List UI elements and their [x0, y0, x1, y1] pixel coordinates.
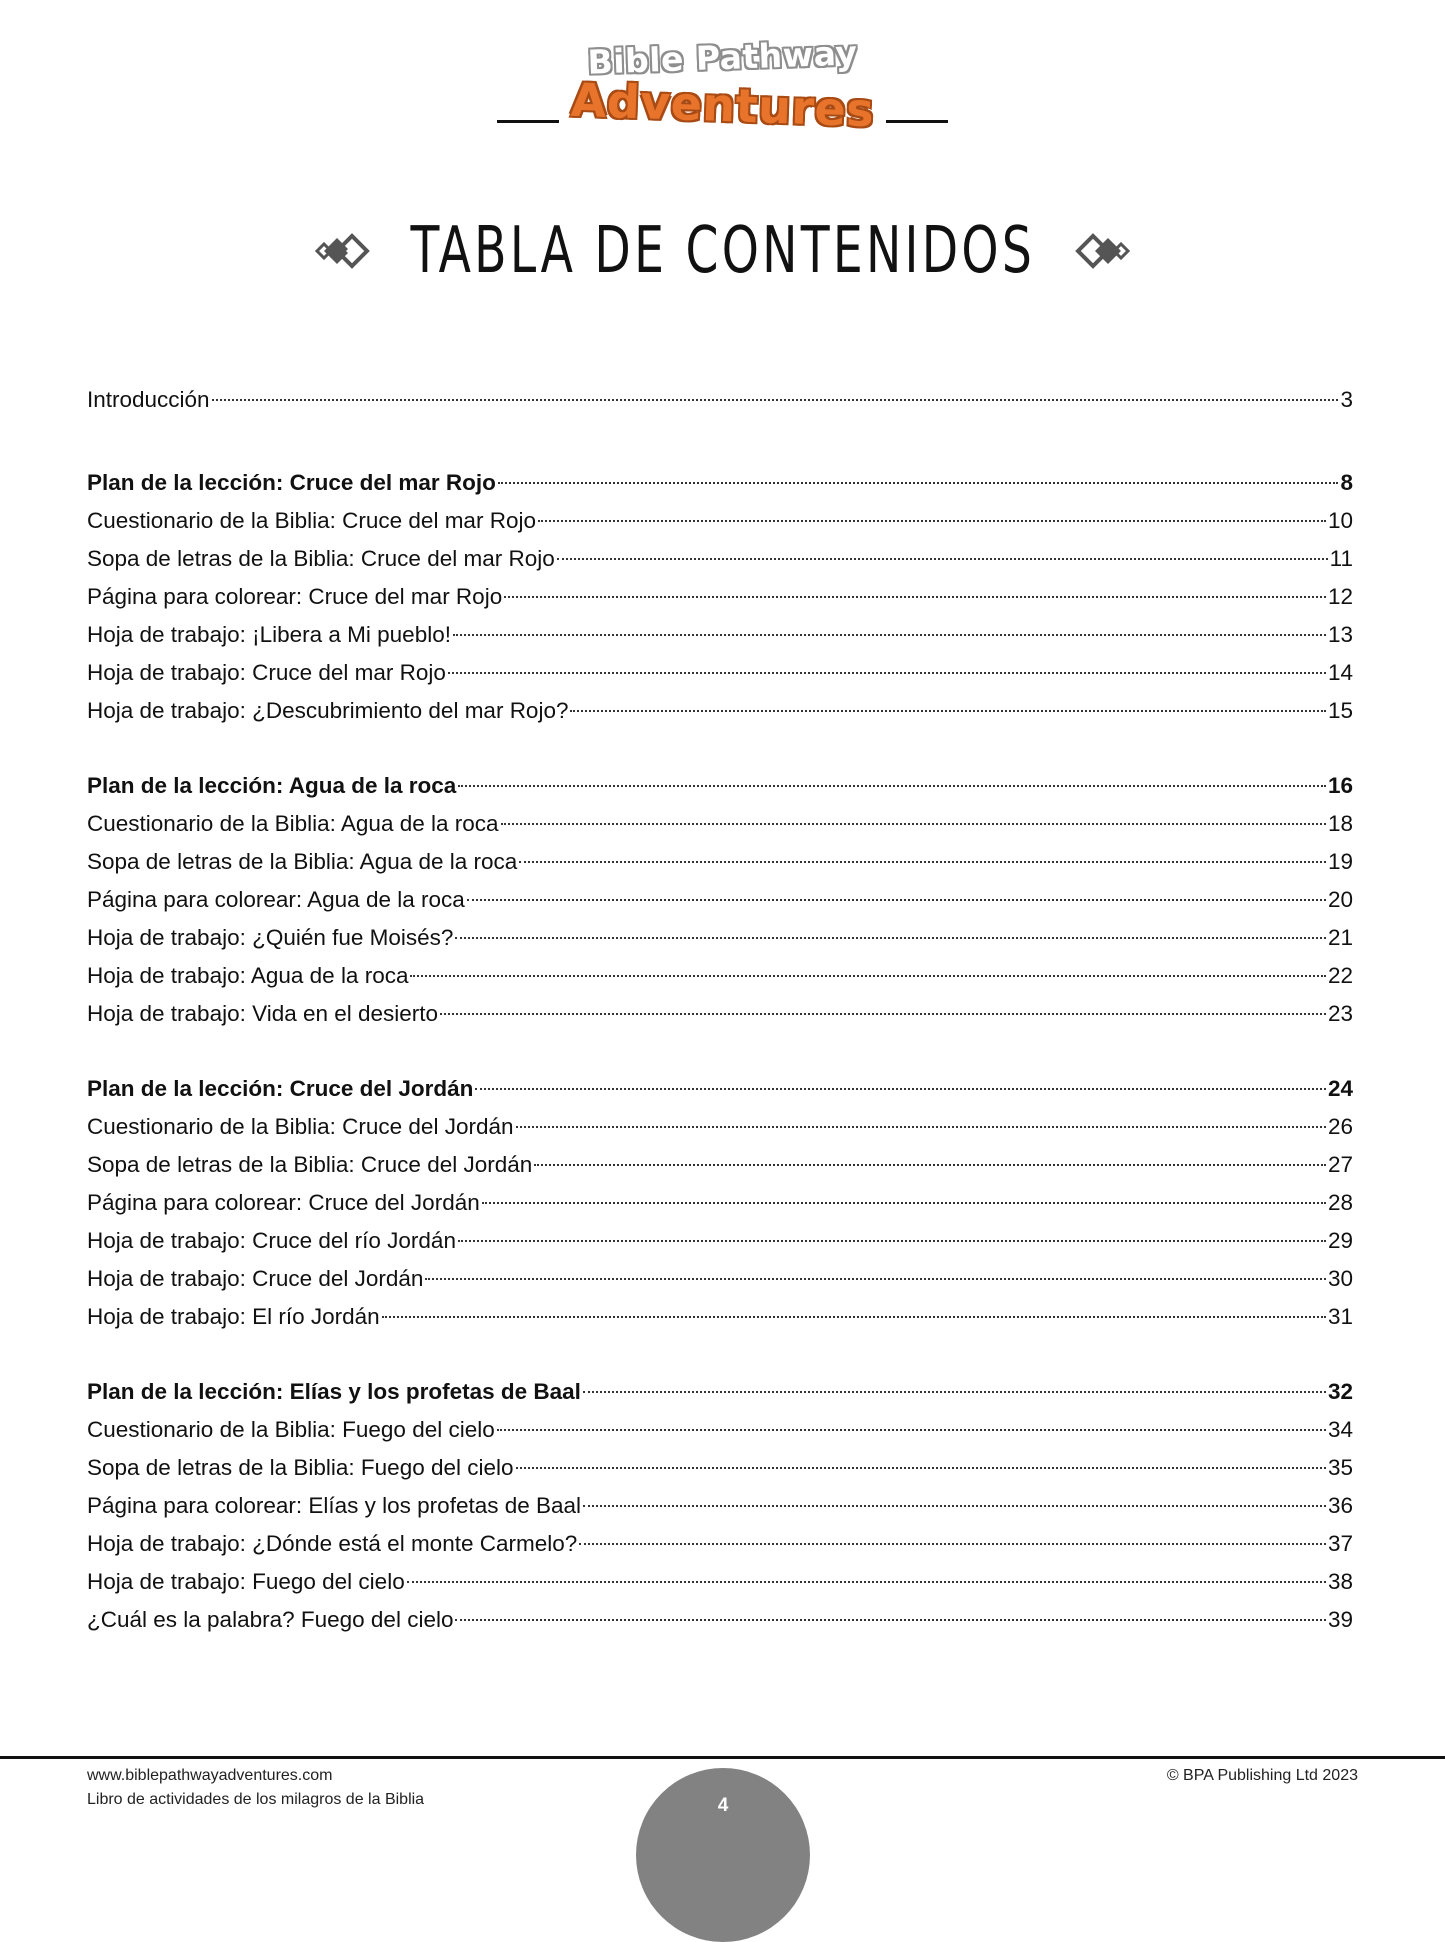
toc-entry-label: Sopa de letras de la Biblia: Fuego del cielo: [87, 1455, 514, 1480]
footer-left: [87, 1764, 424, 1812]
toc-row[interactable]: [87, 995, 1353, 1033]
toc-entry-page: 20: [1327, 887, 1353, 912]
toc-entry-label: Sopa de letras de la Biblia: Cruce del mar Rojo: [87, 546, 555, 571]
toc-entry-label: Hoja de trabajo: Vida en el desierto: [87, 1001, 439, 1026]
toc-entry-label: Introducción: [87, 387, 210, 412]
footer-book-title: Libro de actividades de los milagros de la Biblia: [87, 1791, 425, 1808]
footer-website[interactable]: www.biblepathwayadventures.com: [87, 1767, 333, 1784]
dot-leader: [570, 710, 1325, 712]
toc-row[interactable]: [87, 1487, 1353, 1525]
toc-row[interactable]: [87, 1222, 1353, 1260]
toc-section-heading[interactable]: [87, 1373, 1353, 1411]
toc-row[interactable]: [87, 654, 1353, 692]
diamond-ornament-left-icon: [311, 231, 377, 271]
toc-entry-label: Hoja de trabajo: ¿Quién fue Moisés?: [87, 925, 454, 950]
toc-entry-page: 37: [1327, 1531, 1353, 1556]
toc-entry-label: Sopa de letras de la Biblia: Agua de la roca: [87, 849, 518, 874]
dot-leader: [534, 1164, 1326, 1166]
toc-entry-label: Hoja de trabajo: Fuego del cielo: [87, 1569, 405, 1594]
title-block: [0, 214, 1445, 294]
toc-entry-page: 26: [1327, 1114, 1353, 1139]
dot-leader: [504, 596, 1326, 598]
toc-entry-page: 10: [1327, 508, 1353, 533]
toc-entry-page: 18: [1327, 811, 1353, 836]
diamond-ornament-right-icon: [1068, 231, 1134, 271]
dot-leader: [440, 1013, 1326, 1015]
toc-entry-page: 14: [1327, 660, 1353, 685]
toc-row[interactable]: [87, 1449, 1353, 1487]
toc-row[interactable]: [87, 1411, 1353, 1449]
toc-row[interactable]: [87, 843, 1353, 881]
footer-copyright: © BPA Publishing Ltd 2023: [1166, 1767, 1358, 1784]
toc-entry-page: 32: [1327, 1379, 1353, 1404]
dot-leader: [453, 634, 1326, 636]
dot-leader: [519, 861, 1326, 863]
toc-entry-label: Hoja de trabajo: Cruce del mar Rojo: [87, 660, 446, 685]
toc-entry-label: Sopa de letras de la Biblia: Cruce del Jordán: [87, 1152, 533, 1177]
toc-entry-label: Cuestionario de la Biblia: Agua de la roca: [87, 811, 499, 836]
dot-leader: [583, 1391, 1326, 1393]
logo-line-1: Bible Pathway: [586, 33, 859, 82]
dot-leader: [501, 823, 1326, 825]
toc-entry-page: 31: [1327, 1304, 1353, 1329]
dot-leader: [557, 558, 1328, 560]
dot-leader: [467, 899, 1326, 901]
dot-leader: [407, 1581, 1326, 1583]
toc-entry-page: 27: [1327, 1152, 1353, 1177]
dot-leader: [382, 1316, 1326, 1318]
toc-row[interactable]: [87, 692, 1353, 730]
toc-row[interactable]: [87, 957, 1353, 995]
toc-row[interactable]: [87, 1108, 1353, 1146]
toc-section-heading[interactable]: [87, 464, 1353, 502]
toc-entry-label: Página para colorear: Agua de la roca: [87, 887, 465, 912]
footer-rule: [0, 1756, 1445, 1759]
dot-leader: [410, 975, 1325, 977]
dot-leader: [516, 1467, 1326, 1469]
toc-entry-label: Plan de la lección: Elías y los profetas de Baal: [87, 1379, 581, 1404]
dot-leader: [455, 937, 1326, 939]
toc-row[interactable]: [87, 616, 1353, 654]
dot-leader: [498, 482, 1339, 484]
toc-row[interactable]: [87, 805, 1353, 843]
toc-entry-page: 8: [1340, 470, 1353, 495]
toc-entry-page: 30: [1327, 1266, 1353, 1291]
dot-leader: [475, 1088, 1326, 1090]
toc-entry-page: 29: [1327, 1228, 1353, 1253]
table-of-contents: [87, 381, 1353, 1639]
toc-entry-page: 12: [1327, 584, 1353, 609]
toc-entry-page: 21: [1327, 925, 1353, 950]
toc-entry-label: Plan de la lección: Cruce del mar Rojo: [87, 470, 496, 495]
toc-entry-page: 19: [1327, 849, 1353, 874]
toc-entry-page: 35: [1327, 1455, 1353, 1480]
toc-entry-page: 22: [1327, 963, 1353, 988]
toc-entry-page: 16: [1327, 773, 1353, 798]
brand-logo: [0, 30, 1445, 140]
dot-leader: [497, 1429, 1326, 1431]
toc-row[interactable]: [87, 919, 1353, 957]
toc-entry-page: 23: [1327, 1001, 1353, 1026]
toc-entry-label: Hoja de trabajo: Cruce del río Jordán: [87, 1228, 456, 1253]
dot-leader: [455, 1619, 1325, 1621]
toc-row[interactable]: [87, 881, 1353, 919]
toc-row[interactable]: [87, 1184, 1353, 1222]
toc-row[interactable]: [87, 578, 1353, 616]
toc-row[interactable]: [87, 540, 1353, 578]
toc-row[interactable]: [87, 1563, 1353, 1601]
dot-leader: [579, 1543, 1326, 1545]
toc-entry-page: 28: [1327, 1190, 1353, 1215]
toc-entry-page: 38: [1327, 1569, 1353, 1594]
toc-entry-page: 3: [1340, 387, 1353, 412]
toc-section-heading[interactable]: [87, 1070, 1353, 1108]
toc-entry-page: 36: [1327, 1493, 1353, 1518]
toc-entry-label: Hoja de trabajo: Cruce del Jordán: [87, 1266, 424, 1291]
dot-leader: [482, 1202, 1326, 1204]
dot-leader: [212, 399, 1339, 401]
toc-row[interactable]: [87, 1260, 1353, 1298]
dot-leader: [516, 1126, 1326, 1128]
toc-entry-label: Página para colorear: Elías y los profetas de Baal: [87, 1493, 582, 1518]
toc-row[interactable]: [87, 1525, 1353, 1563]
toc-section-heading[interactable]: [87, 767, 1353, 805]
toc-entry-label: ¿Cuál es la palabra? Fuego del cielo: [87, 1607, 454, 1632]
toc-entry-page: 11: [1329, 546, 1353, 571]
dot-leader: [583, 1505, 1326, 1507]
toc-entry-label: Hoja de trabajo: ¿Dónde está el monte Carmelo?: [87, 1531, 578, 1556]
toc-row[interactable]: [87, 1146, 1353, 1184]
toc-entry-label: Cuestionario de la Biblia: Cruce del Jordán: [87, 1114, 514, 1139]
toc-entry-label: Página para colorear: Cruce del Jordán: [87, 1190, 480, 1215]
dot-leader: [425, 1278, 1326, 1280]
toc-entry-label: Plan de la lección: Agua de la roca: [87, 773, 457, 798]
toc-entry-page: 34: [1327, 1417, 1353, 1442]
toc-entry-page: 24: [1327, 1076, 1353, 1101]
toc-row[interactable]: [87, 1601, 1353, 1639]
toc-entry-page: 15: [1327, 698, 1353, 723]
dot-leader: [458, 1240, 1326, 1242]
dot-leader: [448, 672, 1326, 674]
toc-entry-label: Hoja de trabajo: Agua de la roca: [87, 963, 409, 988]
toc-entry-page: 13: [1327, 622, 1353, 647]
page-number: 4: [717, 1795, 729, 1816]
dot-leader: [538, 520, 1326, 522]
dot-leader: [458, 785, 1326, 787]
page-title: TABLA DE CONTENIDOS: [410, 214, 1035, 288]
toc-row-intro[interactable]: [87, 381, 1353, 419]
toc-entry-label: Página para colorear: Cruce del mar Rojo: [87, 584, 503, 609]
toc-entry-page: 39: [1327, 1607, 1353, 1632]
toc-entry-label: Hoja de trabajo: El río Jordán: [87, 1304, 380, 1329]
toc-entry-label: Plan de la lección: Cruce del Jordán: [87, 1076, 474, 1101]
toc-row[interactable]: [87, 502, 1353, 540]
toc-entry-label: Cuestionario de la Biblia: Cruce del mar Rojo: [87, 508, 536, 533]
logo-line-2: Adventures: [569, 72, 876, 138]
toc-entry-label: Hoja de trabajo: ¡Libera a Mi pueblo!: [87, 622, 451, 647]
toc-entry-label: Cuestionario de la Biblia: Fuego del cielo: [87, 1417, 495, 1442]
toc-entry-label: Hoja de trabajo: ¿Descubrimiento del mar Rojo?: [87, 698, 569, 723]
toc-row[interactable]: [87, 1298, 1353, 1336]
